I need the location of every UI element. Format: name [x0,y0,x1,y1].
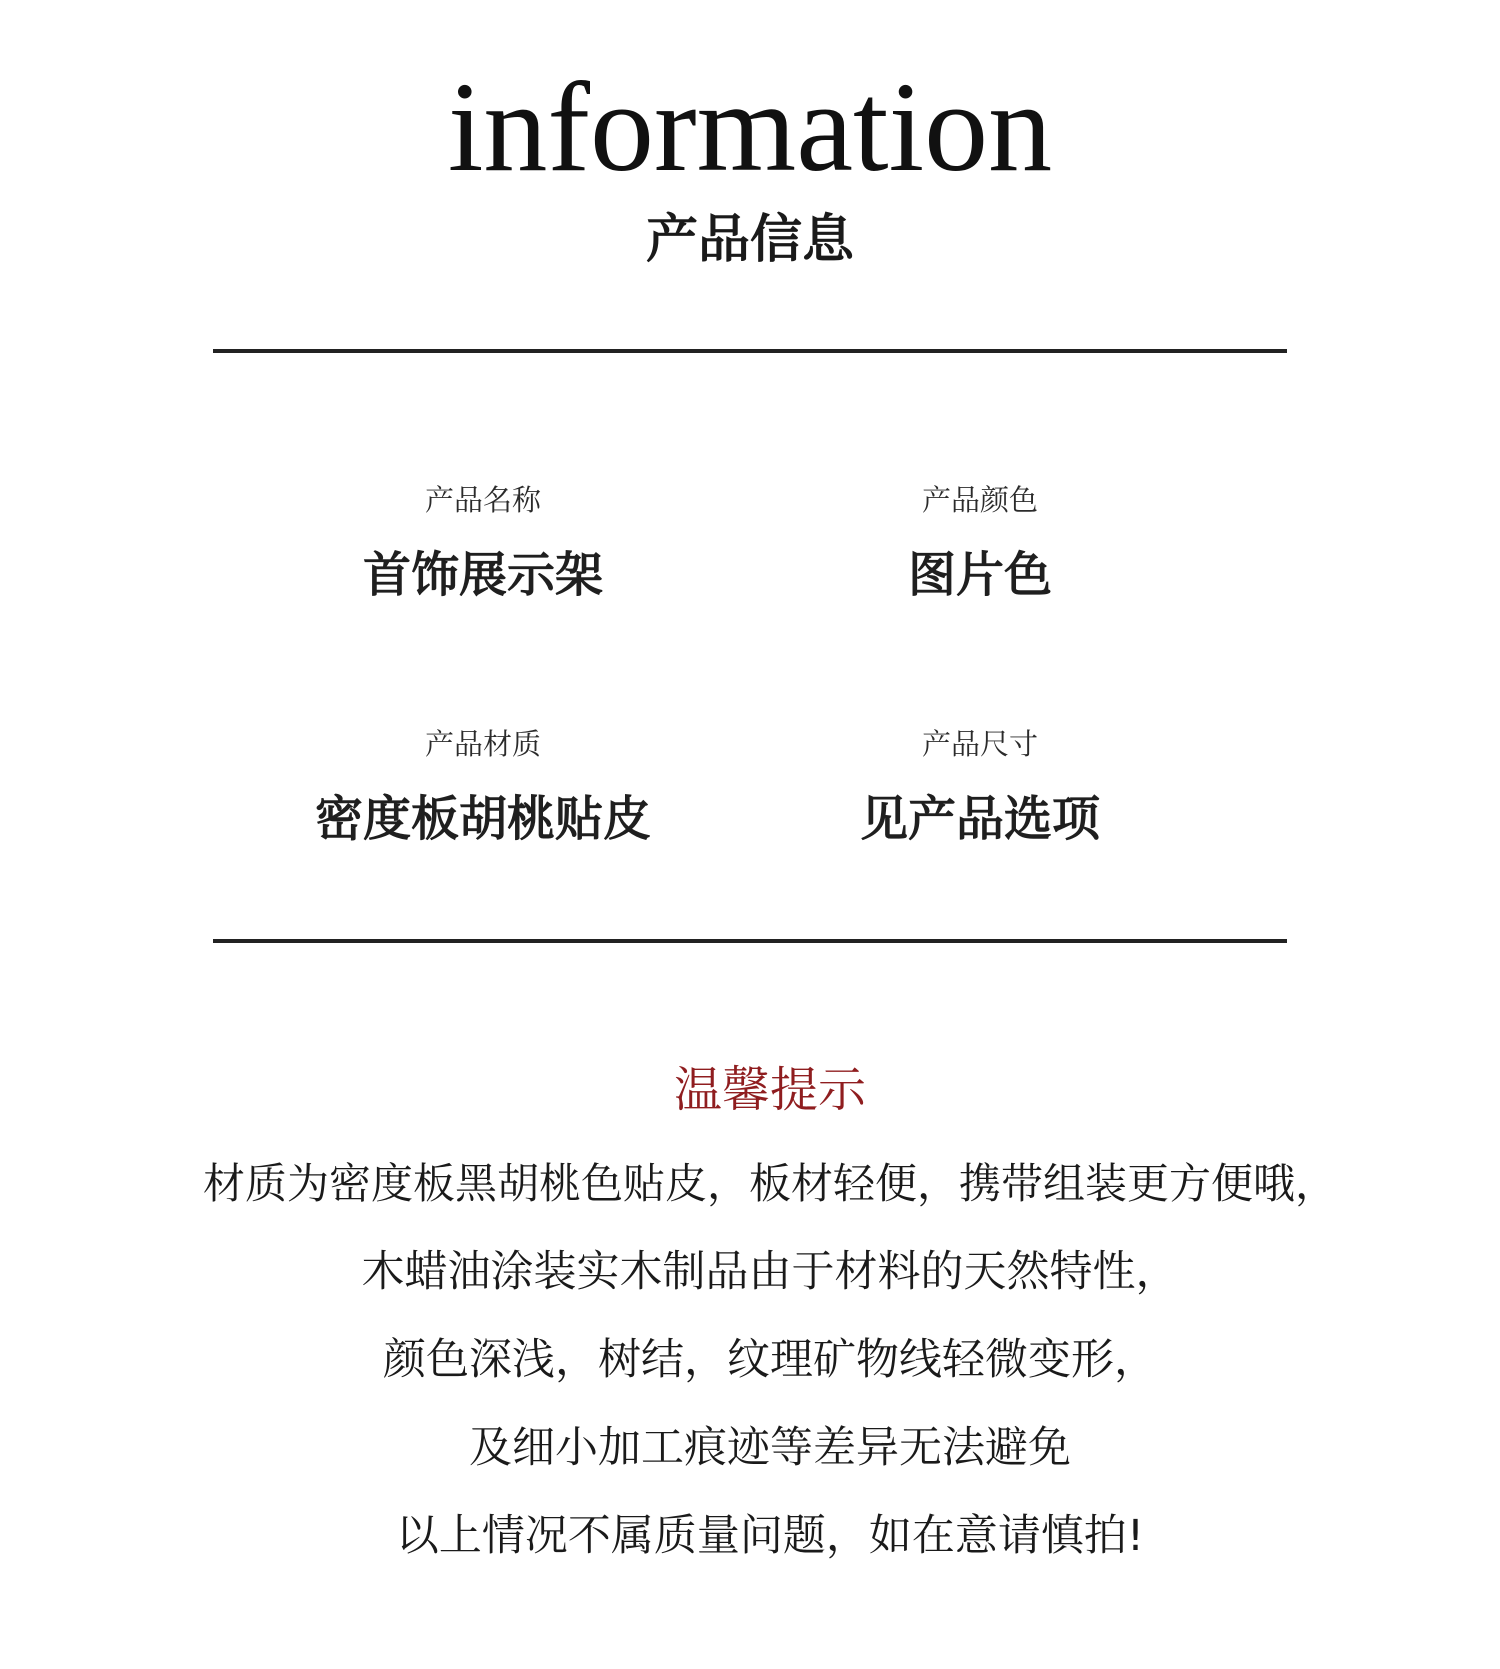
spec-product-name [203,480,763,606]
spec-label: 产品名称 [424,483,541,517]
divider-bottom [213,939,1287,943]
spec-label: 产品颜色 [921,483,1038,517]
spec-product-material [203,724,763,850]
spec-value: 首饰展示架 [362,547,603,603]
notice-line: 以上情况不属质量问题，如在意请慎拍! [395,1511,1145,1561]
spec-label: 产品尺寸 [921,727,1038,761]
page-subtitle: 产品信息 [645,210,854,270]
notice-line: 材质为密度板黑胡桃色贴皮，板材轻便，携带组装更方便哦， [202,1159,1337,1208]
notice-line: 颜色深浅，树结，纹理矿物线轻微变形， [383,1335,1157,1385]
spec-value: 图片色 [907,547,1052,603]
spec-value: 密度板胡桃贴皮 [314,791,651,847]
spec-label: 产品材质 [424,727,541,761]
divider-top [213,349,1287,353]
spec-value: 见产品选项 [859,791,1100,847]
notice-line: 木蜡油涂装实木制品由于材料的天然特性， [361,1247,1179,1297]
page-title: information [447,56,1053,198]
spec-product-size [700,724,1260,850]
notice-text [70,1140,1470,1580]
notice-line: 及细小加工痕迹等差异无法避免 [469,1423,1071,1473]
notice-title: 温馨提示 [673,1062,866,1118]
spec-product-color [700,480,1260,606]
